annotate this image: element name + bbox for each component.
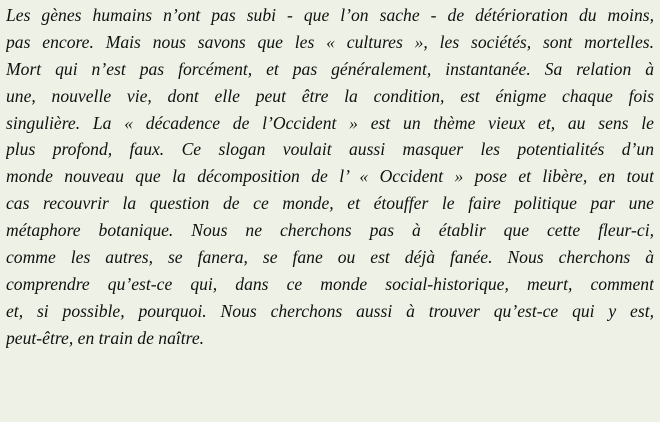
- text-line-5: singulière. La « décadence de l’Occident » est un thème vieux et, au sens le: [6, 112, 654, 133]
- text-line-8: cas recouvrir la question de ce monde, et étouffer le faire politique par une: [6, 193, 654, 214]
- text-line-10: comme les autres, se fanera, se fane ou est déjà fanée. Nous cherchons à: [6, 247, 654, 268]
- text-line-4: une, nouvelle vie, dont elle peut être la condition, est énigme chaque fois: [6, 85, 654, 106]
- text-line-9: métaphore botanique. Nous ne cherchons pas à établir que cette fleur-ci,: [6, 220, 654, 241]
- paragraph: [6, 2, 654, 352]
- text-line-7: monde nouveau que la décomposition de l’ « Occident » pose et libère, en tout: [6, 166, 654, 187]
- text-line-2: pas encore. Mais nous savons que les « cultures », les sociétés, sont mortelles.: [6, 31, 654, 52]
- text-line-6: plus profond, faux. Ce slogan voulait aussi masquer les potentialités d’un: [6, 139, 654, 160]
- text-line-12: et, si possible, pourquoi. Nous cherchons aussi à trouver qu’est-ce qui y est,: [6, 300, 654, 321]
- text-line-13: peut-être, en train de naître.: [6, 327, 205, 348]
- text-line-1: Les gènes humains n’ont pas subi - que l’on sache - de détérioration du moins,: [6, 5, 654, 25]
- text-line-3: Mort qui n’est pas forcément, et pas généralement, instantanée. Sa relation à: [6, 58, 654, 79]
- text-line-11: comprendre qu’est-ce qui, dans ce monde social-historique, meurt, comment: [6, 273, 654, 294]
